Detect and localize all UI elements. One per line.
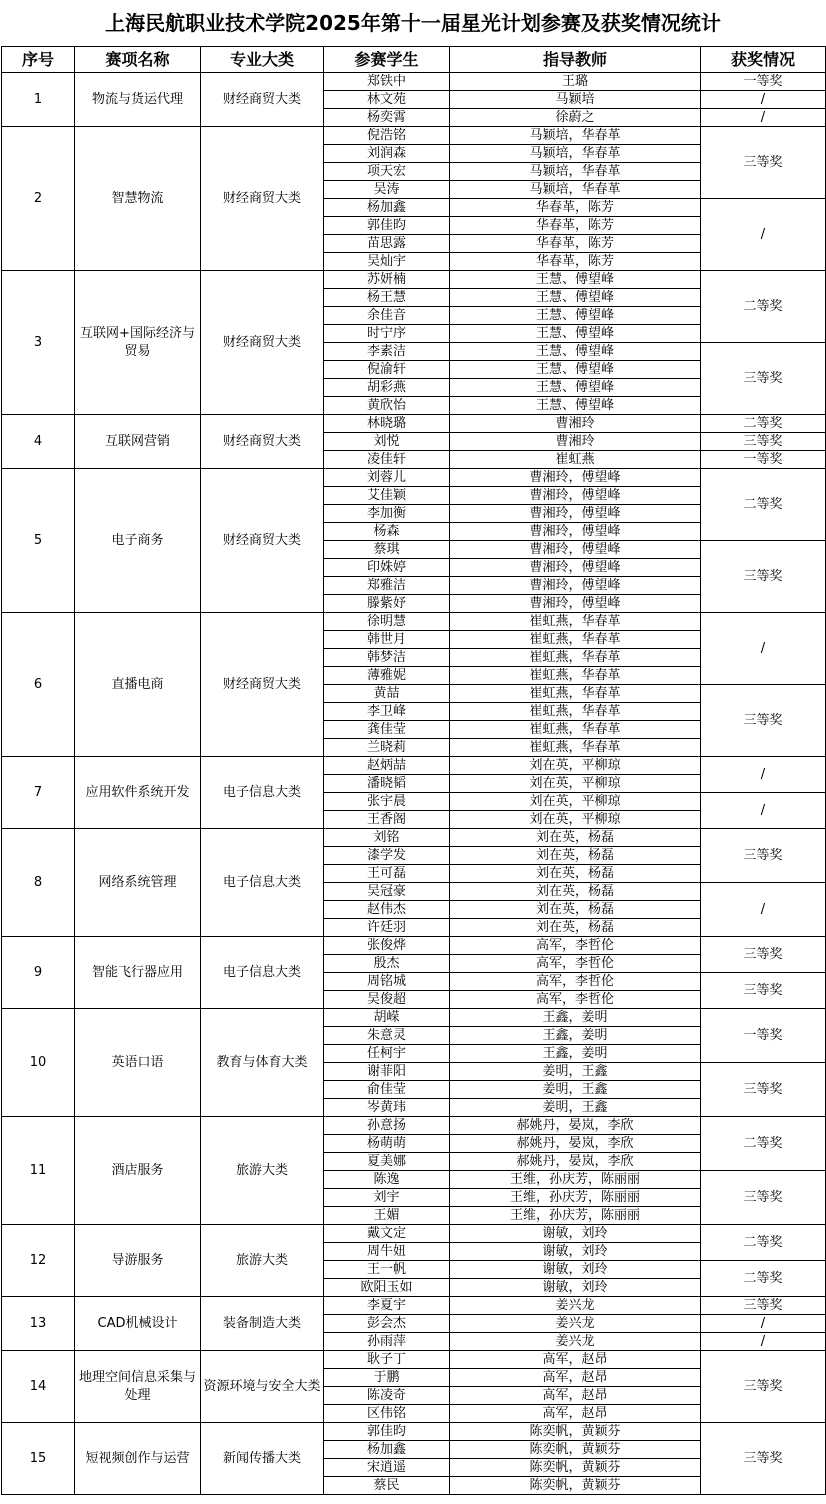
award-cell: 二等奖 — [701, 1117, 826, 1171]
event-name-cell: 互联网+国际经济与贸易 — [75, 271, 201, 415]
student-cell: 吴俊超 — [324, 991, 450, 1009]
teacher-cell: 曹湘玲，傅望峰 — [450, 523, 701, 541]
student-cell: 耿子丁 — [324, 1351, 450, 1369]
page-title: 上海民航职业技术学院2025年第十一届星光计划参赛及获奖情况统计 — [105, 11, 721, 35]
category-cell: 电子信息大类 — [201, 757, 324, 829]
teacher-cell: 谢敏，刘玲 — [450, 1225, 701, 1243]
teacher-cell: 华春革，陈芳 — [450, 199, 701, 217]
student-cell: 杨森 — [324, 523, 450, 541]
event-name-cell: 智能飞行器应用 — [75, 937, 201, 1009]
student-cell: 朱意灵 — [324, 1027, 450, 1045]
award-cell: 三等奖 — [701, 685, 826, 757]
teacher-cell: 郝姚丹，晏岚，李欣 — [450, 1117, 701, 1135]
student-cell: 殷杰 — [324, 955, 450, 973]
index-cell: 9 — [2, 937, 75, 1009]
teacher-cell: 高军，赵昂 — [450, 1387, 701, 1405]
teacher-cell: 马颖培 — [450, 91, 701, 109]
student-cell: 李素洁 — [324, 343, 450, 361]
award-cell: 二等奖 — [701, 1261, 826, 1297]
teacher-cell: 华春革，陈芳 — [450, 253, 701, 271]
award-cell: / — [701, 91, 826, 109]
table-row — [2, 613, 826, 631]
teacher-cell: 刘在英，平柳琼 — [450, 793, 701, 811]
category-cell: 资源环境与安全大类 — [201, 1351, 324, 1423]
teacher-cell: 郝姚丹，晏岚，李欣 — [450, 1153, 701, 1171]
student-cell: 王香阁 — [324, 811, 450, 829]
award-cell: 二等奖 — [701, 1225, 826, 1261]
student-cell: 王一帆 — [324, 1261, 450, 1279]
teacher-cell: 曹湘玲，傅望峰 — [450, 487, 701, 505]
teacher-cell: 刘在英，平柳琼 — [450, 757, 701, 775]
award-cell: 三等奖 — [701, 937, 826, 973]
student-cell: 张宇晨 — [324, 793, 450, 811]
category-cell: 财经商贸大类 — [201, 613, 324, 757]
student-cell: 吴灿宇 — [324, 253, 450, 271]
award-cell: / — [701, 199, 826, 271]
teacher-cell: 王鑫，姜明 — [450, 1045, 701, 1063]
teacher-cell: 曹湘玲，傅望峰 — [450, 541, 701, 559]
award-cell: / — [701, 1315, 826, 1333]
table-row — [2, 73, 826, 91]
award-cell: 三等奖 — [701, 1351, 826, 1423]
student-cell: 艾佳颖 — [324, 487, 450, 505]
student-cell: 赵伟杰 — [324, 901, 450, 919]
student-cell: 俞佳莹 — [324, 1081, 450, 1099]
student-cell: 刘铭 — [324, 829, 450, 847]
student-cell: 许廷羽 — [324, 919, 450, 937]
award-cell: 一等奖 — [701, 451, 826, 469]
teacher-cell: 王鑫，姜明 — [450, 1009, 701, 1027]
student-cell: 倪渝轩 — [324, 361, 450, 379]
header-teachers: 指导教师 — [450, 47, 701, 73]
category-cell: 财经商贸大类 — [201, 469, 324, 613]
student-cell: 刘润森 — [324, 145, 450, 163]
event-name-cell: 智慧物流 — [75, 127, 201, 271]
student-cell: 郑雅洁 — [324, 577, 450, 595]
student-cell: 区伟铭 — [324, 1405, 450, 1423]
student-cell: 韩世月 — [324, 631, 450, 649]
header-students: 参赛学生 — [324, 47, 450, 73]
header-category: 专业大类 — [201, 47, 324, 73]
student-cell: 陈逸 — [324, 1171, 450, 1189]
award-cell: 一等奖 — [701, 73, 826, 91]
award-cell: 三等奖 — [701, 1423, 826, 1495]
index-cell: 5 — [2, 469, 75, 613]
student-cell: 刘蓉儿 — [324, 469, 450, 487]
teacher-cell: 崔虹燕，华春革 — [450, 703, 701, 721]
teacher-cell: 姜兴龙 — [450, 1297, 701, 1315]
teacher-cell: 王慧、傅望峰 — [450, 397, 701, 415]
student-cell: 孙意扬 — [324, 1117, 450, 1135]
student-cell: 滕紫妤 — [324, 595, 450, 613]
student-cell: 倪浩铭 — [324, 127, 450, 145]
student-cell: 潘晓韬 — [324, 775, 450, 793]
student-cell: 凌佳轩 — [324, 451, 450, 469]
teacher-cell: 谢敏，刘玲 — [450, 1261, 701, 1279]
teacher-cell: 高军，赵昂 — [450, 1405, 701, 1423]
teacher-cell: 曹湘玲，傅望峰 — [450, 505, 701, 523]
event-name-cell: 互联网营销 — [75, 415, 201, 469]
award-cell: 三等奖 — [701, 127, 826, 199]
student-cell: 郭佳昀 — [324, 217, 450, 235]
event-name-cell: 短视频创作与运营 — [75, 1423, 201, 1495]
index-cell: 7 — [2, 757, 75, 829]
teacher-cell: 姜兴龙 — [450, 1315, 701, 1333]
header-row — [2, 47, 826, 73]
teacher-cell: 徐蔚之 — [450, 109, 701, 127]
student-cell: 陈凌奇 — [324, 1387, 450, 1405]
teacher-cell: 陈奕帆，黄颖芬 — [450, 1459, 701, 1477]
teacher-cell: 崔虹燕，华春革 — [450, 667, 701, 685]
table-row — [2, 1297, 826, 1315]
index-cell: 4 — [2, 415, 75, 469]
teacher-cell: 曹湘玲 — [450, 415, 701, 433]
index-cell: 1 — [2, 73, 75, 127]
award-cell: 三等奖 — [701, 1297, 826, 1315]
student-cell: 宋逍遥 — [324, 1459, 450, 1477]
student-cell: 谢菲阳 — [324, 1063, 450, 1081]
student-cell: 漆学发 — [324, 847, 450, 865]
student-cell: 张俊烨 — [324, 937, 450, 955]
student-cell: 王可磊 — [324, 865, 450, 883]
student-cell: 林晓璐 — [324, 415, 450, 433]
table-row — [2, 127, 826, 145]
teacher-cell: 刘在英，平柳琼 — [450, 775, 701, 793]
teacher-cell: 王璐 — [450, 73, 701, 91]
event-name-cell: 地理空间信息采集与处理 — [75, 1351, 201, 1423]
event-name-cell: 英语口语 — [75, 1009, 201, 1117]
student-cell: 项天宏 — [324, 163, 450, 181]
teacher-cell: 崔虹燕，华春革 — [450, 721, 701, 739]
event-name-cell: 网络系统管理 — [75, 829, 201, 937]
table-row — [2, 937, 826, 955]
teacher-cell: 曹湘玲，傅望峰 — [450, 595, 701, 613]
teacher-cell: 崔虹燕，华春革 — [450, 649, 701, 667]
index-cell: 10 — [2, 1009, 75, 1117]
award-cell: 二等奖 — [701, 271, 826, 343]
student-cell: 于鹏 — [324, 1369, 450, 1387]
student-cell: 欧阳玉如 — [324, 1279, 450, 1297]
award-cell: 一等奖 — [701, 1009, 826, 1063]
student-cell: 杨王慧 — [324, 289, 450, 307]
teacher-cell: 崔虹燕，华春革 — [450, 739, 701, 757]
header-event: 赛项名称 — [75, 47, 201, 73]
event-name-cell: 酒店服务 — [75, 1117, 201, 1225]
student-cell: 刘悦 — [324, 433, 450, 451]
student-cell: 徐明慧 — [324, 613, 450, 631]
event-name-cell: 直播电商 — [75, 613, 201, 757]
category-cell: 教育与体育大类 — [201, 1009, 324, 1117]
student-cell: 余佳音 — [324, 307, 450, 325]
student-cell: 杨奕霄 — [324, 109, 450, 127]
award-cell: / — [701, 109, 826, 127]
teacher-cell: 王慧、傅望峰 — [450, 343, 701, 361]
teacher-cell: 崔虹燕，华春革 — [450, 613, 701, 631]
teacher-cell: 王慧、傅望峰 — [450, 289, 701, 307]
student-cell: 王媚 — [324, 1207, 450, 1225]
teacher-cell: 马颖培，华春革 — [450, 181, 701, 199]
student-cell: 蔡琪 — [324, 541, 450, 559]
table-row — [2, 1009, 826, 1027]
teacher-cell: 崔虹燕，华春革 — [450, 631, 701, 649]
student-cell: 胡彩燕 — [324, 379, 450, 397]
teacher-cell: 刘在英，平柳琼 — [450, 811, 701, 829]
teacher-cell: 王鑫，姜明 — [450, 1027, 701, 1045]
header-index: 序号 — [2, 47, 75, 73]
teacher-cell: 曹湘玲，傅望峰 — [450, 559, 701, 577]
category-cell: 电子信息大类 — [201, 937, 324, 1009]
award-cell: / — [701, 1333, 826, 1351]
table-row — [2, 1423, 826, 1441]
award-cell: 三等奖 — [701, 1171, 826, 1225]
award-cell: 三等奖 — [701, 541, 826, 613]
index-cell: 12 — [2, 1225, 75, 1297]
index-cell: 14 — [2, 1351, 75, 1423]
student-cell: 龚佳莹 — [324, 721, 450, 739]
header-awards: 获奖情况 — [701, 47, 826, 73]
teacher-cell: 陈奕帆，黄颖芬 — [450, 1441, 701, 1459]
student-cell: 李卫峰 — [324, 703, 450, 721]
student-cell: 周铭城 — [324, 973, 450, 991]
student-cell: 黄喆 — [324, 685, 450, 703]
student-cell: 林文苑 — [324, 91, 450, 109]
award-cell: 三等奖 — [701, 829, 826, 883]
teacher-cell: 王维，孙庆芳，陈丽丽 — [450, 1207, 701, 1225]
category-cell: 旅游大类 — [201, 1117, 324, 1225]
event-name-cell: CAD机械设计 — [75, 1297, 201, 1351]
teacher-cell: 姜兴龙 — [450, 1333, 701, 1351]
teacher-cell: 华春革，陈芳 — [450, 217, 701, 235]
award-cell: 三等奖 — [701, 973, 826, 1009]
teacher-cell: 王维，孙庆芳，陈丽丽 — [450, 1171, 701, 1189]
category-cell: 财经商贸大类 — [201, 127, 324, 271]
student-cell: 李加衡 — [324, 505, 450, 523]
teacher-cell: 刘在英，杨磊 — [450, 919, 701, 937]
teacher-cell: 王维，孙庆芳，陈丽丽 — [450, 1189, 701, 1207]
student-cell: 杨加鑫 — [324, 1441, 450, 1459]
student-cell: 印姝婷 — [324, 559, 450, 577]
student-cell: 任柯宇 — [324, 1045, 450, 1063]
index-cell: 6 — [2, 613, 75, 757]
student-cell: 兰晓莉 — [324, 739, 450, 757]
teacher-cell: 谢敏，刘玲 — [450, 1243, 701, 1261]
teacher-cell: 曹湘玲 — [450, 433, 701, 451]
index-cell: 11 — [2, 1117, 75, 1225]
teacher-cell: 曹湘玲，傅望峰 — [450, 469, 701, 487]
student-cell: 李夏宇 — [324, 1297, 450, 1315]
award-cell: 三等奖 — [701, 343, 826, 415]
table-row — [2, 271, 826, 289]
table-row — [2, 757, 826, 775]
student-cell: 蔡民 — [324, 1477, 450, 1495]
teacher-cell: 曹湘玲，傅望峰 — [450, 577, 701, 595]
student-cell: 赵炳喆 — [324, 757, 450, 775]
student-cell: 彭会杰 — [324, 1315, 450, 1333]
teacher-cell: 高军，赵昂 — [450, 1369, 701, 1387]
student-cell: 杨萌萌 — [324, 1135, 450, 1153]
teacher-cell: 王慧、傅望峰 — [450, 379, 701, 397]
category-cell: 装备制造大类 — [201, 1297, 324, 1351]
event-name-cell: 导游服务 — [75, 1225, 201, 1297]
category-cell: 财经商贸大类 — [201, 271, 324, 415]
award-cell: / — [701, 793, 826, 829]
student-cell: 杨加鑫 — [324, 199, 450, 217]
teacher-cell: 马颖培，华春革 — [450, 163, 701, 181]
award-cell: 二等奖 — [701, 469, 826, 541]
student-cell: 孙雨萍 — [324, 1333, 450, 1351]
student-cell: 吴涛 — [324, 181, 450, 199]
category-cell: 旅游大类 — [201, 1225, 324, 1297]
teacher-cell: 崔虹燕 — [450, 451, 701, 469]
table-row — [2, 1351, 826, 1369]
index-cell: 2 — [2, 127, 75, 271]
table-body — [2, 73, 826, 1495]
teacher-cell: 马颖培，华春革 — [450, 127, 701, 145]
table-row — [2, 469, 826, 487]
student-cell: 周牛妞 — [324, 1243, 450, 1261]
student-cell: 韩梦洁 — [324, 649, 450, 667]
index-cell: 3 — [2, 271, 75, 415]
award-cell: / — [701, 883, 826, 937]
teacher-cell: 高军，李哲伦 — [450, 973, 701, 991]
category-cell: 新闻传播大类 — [201, 1423, 324, 1495]
teacher-cell: 姜明，王鑫 — [450, 1081, 701, 1099]
category-cell: 财经商贸大类 — [201, 415, 324, 469]
student-cell: 郭佳昀 — [324, 1423, 450, 1441]
teacher-cell: 刘在英，杨磊 — [450, 883, 701, 901]
event-name-cell: 电子商务 — [75, 469, 201, 613]
award-cell: / — [701, 757, 826, 793]
award-cell: 二等奖 — [701, 415, 826, 433]
student-cell: 夏美娜 — [324, 1153, 450, 1171]
teacher-cell: 陈奕帆，黄颖芬 — [450, 1477, 701, 1495]
teacher-cell: 谢敏，刘玲 — [450, 1279, 701, 1297]
teacher-cell: 王慧、傅望峰 — [450, 307, 701, 325]
teacher-cell: 高军，赵昂 — [450, 1351, 701, 1369]
student-cell: 苏妍楠 — [324, 271, 450, 289]
teacher-cell: 姜明，王鑫 — [450, 1063, 701, 1081]
teacher-cell: 王慧、傅望峰 — [450, 325, 701, 343]
student-cell: 郑铁中 — [324, 73, 450, 91]
teacher-cell: 马颖培，华春革 — [450, 145, 701, 163]
teacher-cell: 王慧、傅望峰 — [450, 271, 701, 289]
category-cell: 财经商贸大类 — [201, 73, 324, 127]
teacher-cell: 刘在英，杨磊 — [450, 847, 701, 865]
teacher-cell: 刘在英，杨磊 — [450, 901, 701, 919]
award-table — [1, 46, 826, 1495]
student-cell: 岑黄玮 — [324, 1099, 450, 1117]
award-cell: 三等奖 — [701, 1063, 826, 1117]
event-name-cell: 应用软件系统开发 — [75, 757, 201, 829]
table-row — [2, 1117, 826, 1135]
student-cell: 黄欣怡 — [324, 397, 450, 415]
award-cell: 三等奖 — [701, 433, 826, 451]
student-cell: 时宁序 — [324, 325, 450, 343]
table-row — [2, 1225, 826, 1243]
teacher-cell: 王慧、傅望峰 — [450, 361, 701, 379]
teacher-cell: 陈奕帆，黄颖芬 — [450, 1423, 701, 1441]
table-row — [2, 829, 826, 847]
event-name-cell: 物流与货运代理 — [75, 73, 201, 127]
teacher-cell: 郝姚丹，晏岚，李欣 — [450, 1135, 701, 1153]
teacher-cell: 高军，李哲伦 — [450, 955, 701, 973]
teacher-cell: 刘在英，杨磊 — [450, 865, 701, 883]
student-cell: 苗思露 — [324, 235, 450, 253]
award-cell: / — [701, 613, 826, 685]
table-row — [2, 415, 826, 433]
student-cell: 戴文定 — [324, 1225, 450, 1243]
student-cell: 刘宇 — [324, 1189, 450, 1207]
teacher-cell: 姜明，王鑫 — [450, 1099, 701, 1117]
student-cell: 吴冠豪 — [324, 883, 450, 901]
index-cell: 13 — [2, 1297, 75, 1351]
teacher-cell: 崔虹燕，华春革 — [450, 685, 701, 703]
index-cell: 8 — [2, 829, 75, 937]
teacher-cell: 刘在英，杨磊 — [450, 829, 701, 847]
teacher-cell: 华春革，陈芳 — [450, 235, 701, 253]
student-cell: 胡嵘 — [324, 1009, 450, 1027]
teacher-cell: 高军，李哲伦 — [450, 991, 701, 1009]
teacher-cell: 高军，李哲伦 — [450, 937, 701, 955]
student-cell: 薄雅妮 — [324, 667, 450, 685]
index-cell: 15 — [2, 1423, 75, 1495]
category-cell: 电子信息大类 — [201, 829, 324, 937]
